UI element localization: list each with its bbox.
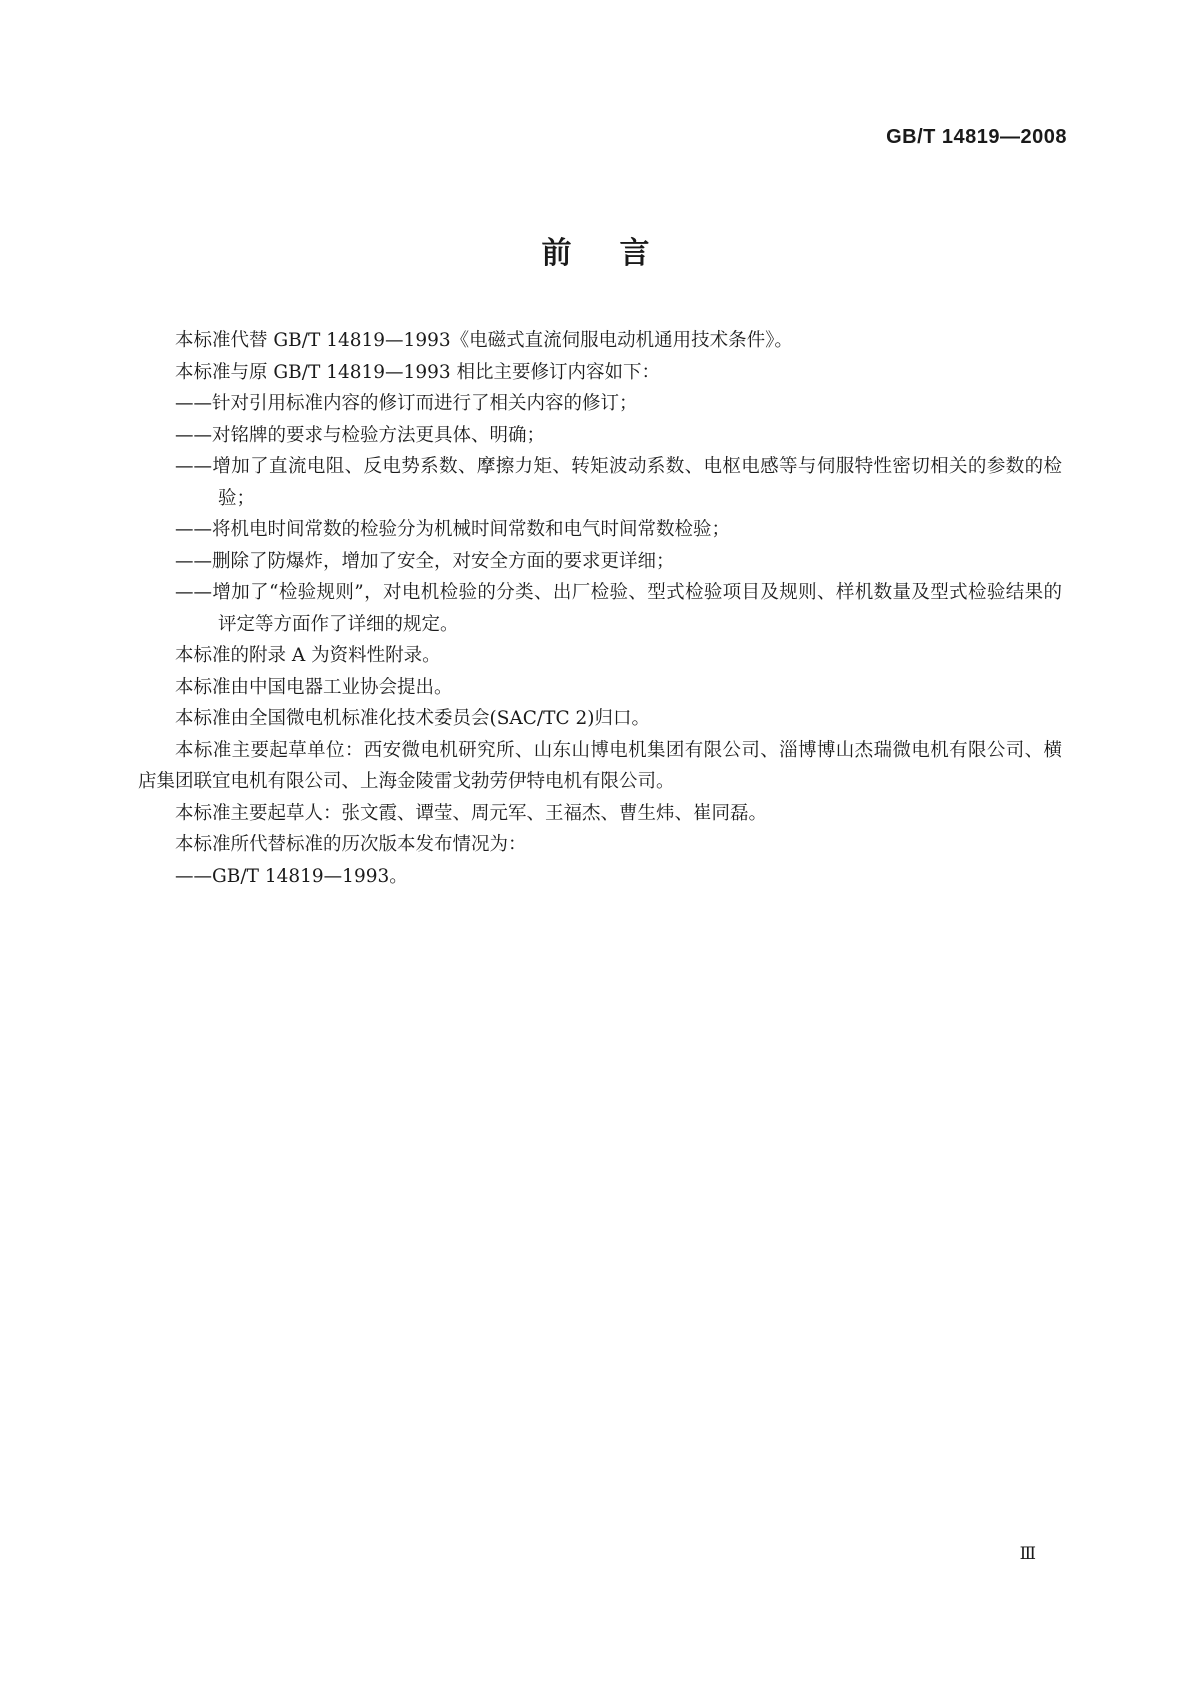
revision-item: ——对铭牌的要求与检验方法更具体、明确； [175, 424, 546, 446]
revision-item: ——增加了“检验规则”，对电机检验的分类、出厂检验、型式检验项目及规则、样机数量及型式检验结果的评定等方面作了详细的规定。 [175, 582, 1062, 635]
paragraph-committee: 本标准由全国微电机标准化技术委员会(SAC/TC 2)归口。 [175, 708, 651, 729]
paragraph-drafters: 本标准主要起草人：张文霞、谭莹、周元军、王福杰、曹生炜、崔同磊。 [175, 802, 768, 824]
revision-item: ——删除了防爆炸，增加了安全，对安全方面的要求更详细； [175, 550, 675, 572]
foreword-body [138, 325, 1062, 892]
history-item: ——GB/T 14819—1993。 [175, 865, 408, 887]
paragraph-proposer: 本标准由中国电器工业协会提出。 [175, 676, 453, 698]
revision-item: ——针对引用标准内容的修订而进行了相关内容的修订； [175, 393, 638, 414]
standard-code: GB/T 14819—2008 [886, 126, 1067, 148]
revision-item: ——将机电时间常数的检验分为机械时间常数和电气时间常数检验； [175, 519, 731, 540]
page-number: Ⅲ [1019, 1544, 1035, 1564]
paragraph-annex: 本标准的附录 A 为资料性附录。 [175, 645, 441, 666]
page-title: 前言 [541, 236, 698, 271]
paragraph-history-intro: 本标准所代替标准的历次版本发布情况为： [175, 834, 527, 855]
paragraph-replaces: 本标准代替 GB/T 14819—1993《电磁式直流伺服电动机通用技术条件》。 [175, 330, 793, 351]
paragraph-drafting-units: 本标准主要起草单位：西安微电机研究所、山东山博电机集团有限公司、淄博博山杰瑞微电机有限公司、横店集团联宜电机有限公司、上海金陵雷戈勃劳伊特电机有限公司。 [138, 739, 1062, 792]
revision-item: ——增加了直流电阻、反电势系数、摩擦力矩、转矩波动系数、电枢电感等与伺服特性密切相关的参数的检验； [175, 456, 1062, 509]
paragraph-revisions-intro: 本标准与原 GB/T 14819—1993 相比主要修订内容如下： [175, 361, 661, 383]
